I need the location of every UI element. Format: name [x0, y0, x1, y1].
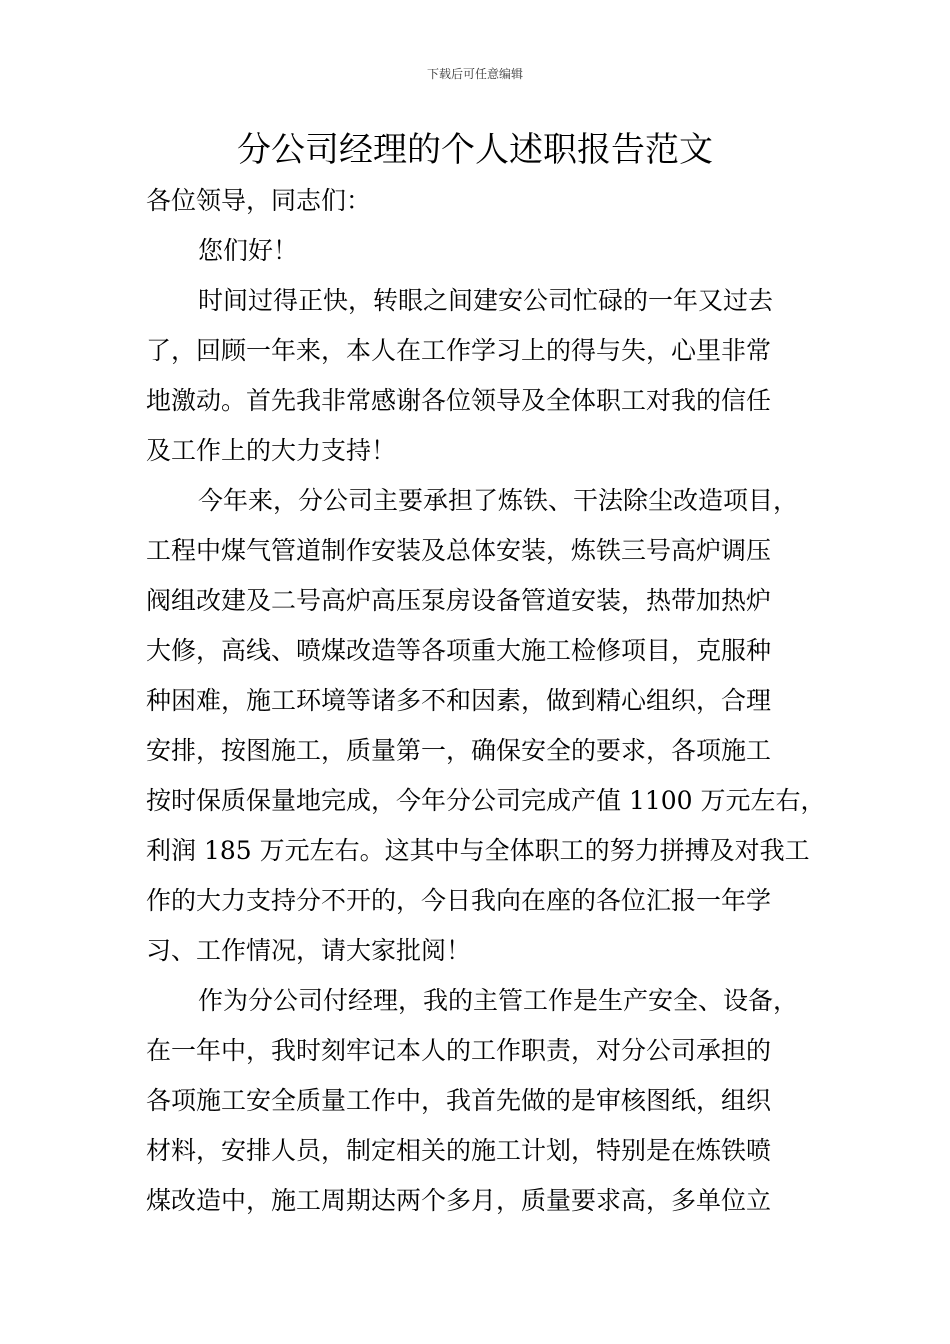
- paragraph-line: 大修，高线、喷煤改造等各项重大施工检修项目，克服种: [146, 636, 772, 665]
- paragraph-line: 工程中煤气管道制作安装及总体安装，炼铁三号高炉调压: [146, 536, 772, 565]
- paragraph-line: 煤改造中，施工周期达两个多月，质量要求高，多单位立: [146, 1186, 772, 1215]
- paragraph-line: 及工作上的大力支持！: [146, 436, 397, 465]
- document-body: [146, 176, 826, 1226]
- paragraph-line: 地激动。首先我非常感谢各位领导及全体职工对我的信任: [146, 386, 772, 415]
- paragraph-line: 时间过得正快，转眼之间建安公司忙碌的一年又过去: [198, 286, 774, 315]
- paragraph-line: 作为分公司付经理，我的主管工作是生产安全、设备，: [198, 986, 799, 1015]
- paragraph-line: 按时保质保量地完成，今年分公司完成产值 1100 万元左右，: [146, 786, 826, 815]
- paragraph-line: 安排，按图施工，质量第一，确保安全的要求，各项施工: [146, 736, 772, 765]
- paragraph-line: 利润 185 万元左右。这其中与全体职工的努力拼搏及对我工: [146, 836, 810, 865]
- paragraph-line: 种困难，施工环境等诸多不和因素，做到精心组织，合理: [146, 686, 772, 715]
- salutation-line: 各位领导，同志们：: [146, 186, 372, 215]
- paragraph-line: 阀组改建及二号高炉高压泵房设备管道安装，热带加热炉: [146, 586, 772, 615]
- header-note: 下载后可任意编辑: [426, 67, 523, 81]
- paragraph-line: 习、工作情况，请大家批阅！: [146, 936, 472, 965]
- paragraph-line: 材料，安排人员，制定相关的施工计划，特别是在炼铁喷: [146, 1136, 772, 1165]
- greeting-line: 您们好！: [198, 236, 299, 265]
- paragraph-line: 了，回顾一年来，本人在工作学习上的得与失，心里非常: [146, 336, 772, 365]
- paragraph-line: 各项施工安全质量工作中，我首先做的是审核图纸，组织: [146, 1086, 772, 1115]
- paragraph-line: 作的大力支持分不开的，今日我向在座的各位汇报一年学: [146, 886, 772, 915]
- paragraph-line: 今年来，分公司主要承担了炼铁、干法除尘改造项目，: [198, 486, 799, 515]
- document-title: 分公司经理的个人述职报告范文: [237, 130, 713, 170]
- paragraph-line: 在一年中，我时刻牢记本人的工作职责，对分公司承担的: [146, 1036, 772, 1065]
